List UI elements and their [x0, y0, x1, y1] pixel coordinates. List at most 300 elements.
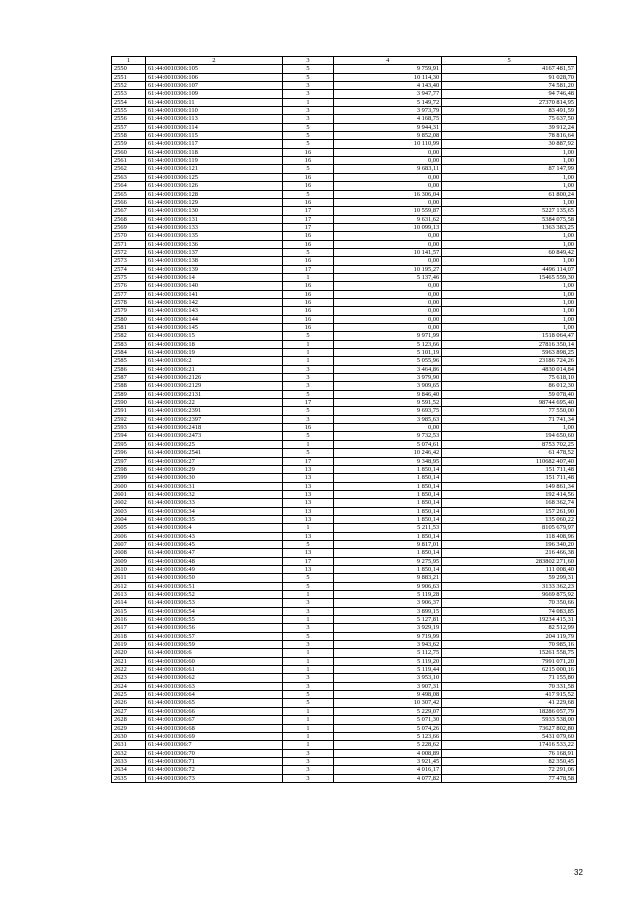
group-cell: 16 — [282, 173, 333, 181]
table-row — [112, 774, 577, 782]
table-header-row — [112, 57, 577, 65]
table-row — [112, 482, 577, 490]
cadastral-value-cell: 86 012,30 — [442, 382, 577, 390]
group-cell: 17 — [282, 265, 333, 273]
group-cell: 3 — [282, 599, 333, 607]
cadastral-number-cell: 61:44:0010306:2397 — [145, 415, 282, 423]
table-row — [112, 666, 577, 674]
cadastral-number-cell: 61:44:0010306:27 — [145, 457, 282, 465]
row-number-cell: 2606 — [112, 532, 146, 540]
cadastral-number-cell: 61:44:0010306:142 — [145, 298, 282, 306]
specific-value-cell: 9 275,95 — [334, 557, 442, 565]
row-number-cell: 2594 — [112, 432, 146, 440]
table-row — [112, 415, 577, 423]
specific-value-cell: 4 077,82 — [334, 774, 442, 782]
table-row — [112, 365, 577, 373]
specific-value-cell: 1 850,14 — [334, 507, 442, 515]
specific-value-cell: 10 246,42 — [334, 449, 442, 457]
cadastral-number-cell: 61:44:0010306:18 — [145, 340, 282, 348]
row-number-cell: 2558 — [112, 132, 146, 140]
table-row — [112, 123, 577, 131]
cadastral-value-cell: 30 887,92 — [442, 140, 577, 148]
cadastral-number-cell: 61:44:0010306:105 — [145, 65, 282, 73]
specific-value-cell: 0,00 — [334, 298, 442, 306]
row-number-cell: 2553 — [112, 90, 146, 98]
group-cell: 3 — [282, 382, 333, 390]
cadastral-value-cell: 1,00 — [442, 290, 577, 298]
specific-value-cell: 3 921,45 — [334, 757, 442, 765]
specific-value-cell: 0,00 — [334, 157, 442, 165]
table-row — [112, 741, 577, 749]
specific-value-cell: 3 909,65 — [334, 382, 442, 390]
group-cell: 16 — [282, 307, 333, 315]
cadastral-value-cell: 82 350,45 — [442, 757, 577, 765]
specific-value-cell: 0,00 — [334, 324, 442, 332]
group-cell: 5 — [282, 574, 333, 582]
table-row — [112, 565, 577, 573]
specific-value-cell: 3 973,79 — [334, 107, 442, 115]
group-cell: 13 — [282, 490, 333, 498]
row-number-cell: 2615 — [112, 607, 146, 615]
group-cell: 5 — [282, 449, 333, 457]
table-row — [112, 532, 577, 540]
specific-value-cell: 4 008,89 — [334, 749, 442, 757]
table-row — [112, 257, 577, 265]
group-cell: 5 — [282, 73, 333, 81]
group-cell: 1 — [282, 349, 333, 357]
specific-value-cell: 0,00 — [334, 257, 442, 265]
cadastral-number-cell: 61:44:0010306:4 — [145, 524, 282, 532]
cadastral-value-cell: 149 861,34 — [442, 482, 577, 490]
row-number-cell: 2612 — [112, 582, 146, 590]
specific-value-cell: 5 211,53 — [334, 524, 442, 532]
cadastral-value-cell: 18286 057,79 — [442, 707, 577, 715]
row-number-cell: 2561 — [112, 157, 146, 165]
cadastral-value-cell: 9669 875,92 — [442, 591, 577, 599]
table-row — [112, 599, 577, 607]
group-cell: 13 — [282, 532, 333, 540]
cadastral-value-cell: 87 147,99 — [442, 165, 577, 173]
specific-value-cell: 1 850,14 — [334, 474, 442, 482]
table-row — [112, 607, 577, 615]
cadastral-value-cell: 6215 000,16 — [442, 666, 577, 674]
row-number-cell: 2617 — [112, 624, 146, 632]
cadastral-value-cell: 192 414,56 — [442, 490, 577, 498]
cadastral-number-cell: 61:44:0010306:2131 — [145, 390, 282, 398]
specific-value-cell: 9 883,21 — [334, 574, 442, 582]
row-number-cell: 2577 — [112, 290, 146, 298]
specific-value-cell: 3 906,37 — [334, 599, 442, 607]
row-number-cell: 2618 — [112, 632, 146, 640]
cadastral-value-cell: 74 581,20 — [442, 82, 577, 90]
table-row — [112, 624, 577, 632]
group-cell: 16 — [282, 290, 333, 298]
row-number-cell: 2610 — [112, 565, 146, 573]
row-number-cell: 2571 — [112, 240, 146, 248]
specific-value-cell: 0,00 — [334, 424, 442, 432]
table-row — [112, 198, 577, 206]
table-row — [112, 691, 577, 699]
cadastral-value-cell: 168 362,74 — [442, 499, 577, 507]
specific-value-cell: 1 850,14 — [334, 532, 442, 540]
specific-value-cell: 3 899,15 — [334, 607, 442, 615]
group-cell: 3 — [282, 682, 333, 690]
specific-value-cell: 3 985,63 — [334, 415, 442, 423]
specific-value-cell: 9 852,08 — [334, 132, 442, 140]
cadastral-number-cell: 61:44:0010306:137 — [145, 248, 282, 256]
specific-value-cell: 10 110,99 — [334, 140, 442, 148]
group-cell: 5 — [282, 132, 333, 140]
specific-value-cell: 0,00 — [334, 173, 442, 181]
specific-value-cell: 9 693,75 — [334, 407, 442, 415]
row-number-cell: 2626 — [112, 699, 146, 707]
group-cell: 1 — [282, 741, 333, 749]
specific-value-cell: 5 112,75 — [334, 649, 442, 657]
specific-value-cell: 1 850,14 — [334, 549, 442, 557]
group-cell: 17 — [282, 399, 333, 407]
group-cell: 17 — [282, 207, 333, 215]
row-number-cell: 2551 — [112, 73, 146, 81]
cadastral-value-cell: 77 550,00 — [442, 407, 577, 415]
group-cell: 16 — [282, 148, 333, 156]
specific-value-cell: 3 929,19 — [334, 624, 442, 632]
group-cell: 3 — [282, 415, 333, 423]
table-row — [112, 140, 577, 148]
cadastral-number-cell: 61:44:0010306:73 — [145, 774, 282, 782]
cadastral-value-cell: 73627 802,80 — [442, 724, 577, 732]
cadastral-number-cell: 61:44:0010306:32 — [145, 490, 282, 498]
specific-value-cell: 9 683,11 — [334, 165, 442, 173]
specific-value-cell: 0,00 — [334, 148, 442, 156]
cadastral-value-cell: 61 800,24 — [442, 190, 577, 198]
cadastral-value-cell: 5933 538,00 — [442, 716, 577, 724]
row-number-cell: 2603 — [112, 507, 146, 515]
table-row — [112, 632, 577, 640]
cadastral-value-cell: 4830 014,84 — [442, 365, 577, 373]
group-cell: 5 — [282, 248, 333, 256]
cadastral-number-cell: 61:44:0010306:109 — [145, 90, 282, 98]
cadastral-value-cell: 1,00 — [442, 198, 577, 206]
table-row — [112, 682, 577, 690]
cadastral-value-cell: 98744 695,40 — [442, 399, 577, 407]
row-number-cell: 2587 — [112, 374, 146, 382]
cadastral-value-cell: 1,00 — [442, 424, 577, 432]
table-row — [112, 499, 577, 507]
cadastral-number-cell: 61:44:0010306:133 — [145, 223, 282, 231]
specific-value-cell: 10 099,13 — [334, 223, 442, 231]
cadastral-value-cell: 135 060,22 — [442, 515, 577, 523]
row-number-cell: 2605 — [112, 524, 146, 532]
specific-value-cell: 9 732,53 — [334, 432, 442, 440]
row-number-cell: 2621 — [112, 657, 146, 665]
cadastral-value-cell: 70 985,16 — [442, 641, 577, 649]
cadastral-number-cell: 61:44:0010306:45 — [145, 540, 282, 548]
cadastral-number-cell: 61:44:0010306:65 — [145, 699, 282, 707]
table-row — [112, 290, 577, 298]
table-row — [112, 207, 577, 215]
specific-value-cell: 3 943,62 — [334, 641, 442, 649]
cadastral-number-cell: 61:44:0010306:50 — [145, 574, 282, 582]
table-row — [112, 432, 577, 440]
group-cell: 1 — [282, 649, 333, 657]
cadastral-number-cell: 61:44:0010306:59 — [145, 641, 282, 649]
specific-value-cell: 5 149,72 — [334, 98, 442, 106]
specific-value-cell: 5 228,62 — [334, 741, 442, 749]
table-row — [112, 223, 577, 231]
row-number-cell: 2586 — [112, 365, 146, 373]
cadastral-value-cell: 8105 679,97 — [442, 524, 577, 532]
table-row — [112, 515, 577, 523]
cadastral-value-cell: 61 478,52 — [442, 449, 577, 457]
group-cell: 3 — [282, 624, 333, 632]
cadastral-number-cell: 61:44:0010306:21 — [145, 365, 282, 373]
table-row — [112, 65, 577, 73]
cadastral-value-cell: 417 915,52 — [442, 691, 577, 699]
table-row — [112, 215, 577, 223]
cadastral-value-cell: 204 119,79 — [442, 632, 577, 640]
specific-value-cell: 1 850,14 — [334, 490, 442, 498]
specific-value-cell: 3 947,77 — [334, 90, 442, 98]
row-number-cell: 2585 — [112, 357, 146, 365]
specific-value-cell: 5 119,44 — [334, 666, 442, 674]
group-cell: 1 — [282, 357, 333, 365]
group-cell: 5 — [282, 332, 333, 340]
specific-value-cell: 10 114,30 — [334, 73, 442, 81]
cadastral-value-cell: 7991 071,20 — [442, 657, 577, 665]
group-cell: 5 — [282, 691, 333, 699]
group-cell: 3 — [282, 774, 333, 782]
row-number-cell: 2592 — [112, 415, 146, 423]
cadastral-value-cell: 8753 702,25 — [442, 440, 577, 448]
row-number-cell: 2569 — [112, 223, 146, 231]
row-number-cell: 2573 — [112, 257, 146, 265]
row-number-cell: 2598 — [112, 465, 146, 473]
group-cell: 5 — [282, 390, 333, 398]
group-cell: 16 — [282, 298, 333, 306]
cadastral-value-cell: 1,00 — [442, 182, 577, 190]
row-number-cell: 2570 — [112, 232, 146, 240]
group-cell: 17 — [282, 215, 333, 223]
cadastral-value-cell: 1,00 — [442, 307, 577, 315]
cadastral-value-cell: 194 650,60 — [442, 432, 577, 440]
table-row — [112, 641, 577, 649]
table-row — [112, 232, 577, 240]
cadastral-number-cell: 61:44:0010306:64 — [145, 691, 282, 699]
row-number-cell: 2593 — [112, 424, 146, 432]
row-number-cell: 2599 — [112, 474, 146, 482]
specific-value-cell: 10 559,87 — [334, 207, 442, 215]
cadastral-value-cell: 1363 383,25 — [442, 223, 577, 231]
row-number-cell: 2604 — [112, 515, 146, 523]
group-cell: 3 — [282, 365, 333, 373]
table-row — [112, 699, 577, 707]
table-row — [112, 707, 577, 715]
group-cell: 1 — [282, 707, 333, 715]
specific-value-cell: 3 464,86 — [334, 365, 442, 373]
cadastral-value-cell: 70 331,58 — [442, 682, 577, 690]
row-number-cell: 2623 — [112, 674, 146, 682]
table-row — [112, 148, 577, 156]
table-row — [112, 724, 577, 732]
group-cell: 1 — [282, 616, 333, 624]
specific-value-cell: 9 846,40 — [334, 390, 442, 398]
specific-value-cell: 10 141,57 — [334, 248, 442, 256]
group-cell: 3 — [282, 757, 333, 765]
cadastral-value-cell: 83 491,59 — [442, 107, 577, 115]
cadastral-number-cell: 61:44:0010306:2126 — [145, 374, 282, 382]
row-number-cell: 2584 — [112, 349, 146, 357]
specific-value-cell: 10 195,27 — [334, 265, 442, 273]
cadastral-number-cell: 61:44:0010306:67 — [145, 716, 282, 724]
cadastral-number-cell: 61:44:0010306:140 — [145, 282, 282, 290]
row-number-cell: 2614 — [112, 599, 146, 607]
cadastral-number-cell: 61:44:0010306:130 — [145, 207, 282, 215]
cadastral-number-cell: 61:44:0010306:60 — [145, 657, 282, 665]
table-row — [112, 115, 577, 123]
cadastral-value-cell: 70 350,66 — [442, 599, 577, 607]
cadastral-number-cell: 61:44:0010306:126 — [145, 182, 282, 190]
group-cell: 5 — [282, 140, 333, 148]
cadastral-number-cell: 61:44:0010306:145 — [145, 324, 282, 332]
group-cell: 3 — [282, 82, 333, 90]
cadastral-value-cell: 5227 135,65 — [442, 207, 577, 215]
specific-value-cell: 5 123,66 — [334, 732, 442, 740]
row-number-cell: 2582 — [112, 332, 146, 340]
row-number-cell: 2574 — [112, 265, 146, 273]
table-row — [112, 732, 577, 740]
row-number-cell: 2557 — [112, 123, 146, 131]
specific-value-cell: 0,00 — [334, 282, 442, 290]
cadastral-value-cell: 1,00 — [442, 173, 577, 181]
group-cell: 17 — [282, 557, 333, 565]
cadastral-value-cell: 91 028,70 — [442, 73, 577, 81]
cadastral-number-cell: 61:44:0010306:68 — [145, 724, 282, 732]
specific-value-cell: 5 101,19 — [334, 349, 442, 357]
cadastral-number-cell: 61:44:0010306:35 — [145, 515, 282, 523]
table-row — [112, 582, 577, 590]
specific-value-cell: 9 719,99 — [334, 632, 442, 640]
cadastral-value-cell: 75 637,50 — [442, 115, 577, 123]
row-number-cell: 2627 — [112, 707, 146, 715]
row-number-cell: 2616 — [112, 616, 146, 624]
specific-value-cell: 5 119,20 — [334, 657, 442, 665]
group-cell: 3 — [282, 107, 333, 115]
table-row — [112, 674, 577, 682]
group-cell: 1 — [282, 657, 333, 665]
group-cell: 3 — [282, 607, 333, 615]
group-cell: 16 — [282, 282, 333, 290]
cadastral-number-cell: 61:44:0010306:19 — [145, 349, 282, 357]
cadastral-value-cell: 1,00 — [442, 232, 577, 240]
cadastral-value-cell: 1,00 — [442, 240, 577, 248]
table-row — [112, 749, 577, 757]
table-row — [112, 390, 577, 398]
group-cell: 1 — [282, 724, 333, 732]
specific-value-cell: 5 127,81 — [334, 616, 442, 624]
specific-value-cell: 5 137,46 — [334, 273, 442, 281]
row-number-cell: 2559 — [112, 140, 146, 148]
cadastral-number-cell: 61:44:0010306:2473 — [145, 432, 282, 440]
group-cell: 16 — [282, 257, 333, 265]
cadastral-number-cell: 61:44:0010306:66 — [145, 707, 282, 715]
row-number-cell: 2555 — [112, 107, 146, 115]
row-number-cell: 2607 — [112, 540, 146, 548]
specific-value-cell: 1 850,14 — [334, 515, 442, 523]
cadastral-number-cell: 61:44:0010306:29 — [145, 465, 282, 473]
table-row — [112, 265, 577, 273]
table-row — [112, 716, 577, 724]
row-number-cell: 2583 — [112, 340, 146, 348]
cadastral-value-cell: 60 849,42 — [442, 248, 577, 256]
row-number-cell: 2580 — [112, 315, 146, 323]
specific-value-cell: 5 229,07 — [334, 707, 442, 715]
group-cell: 16 — [282, 182, 333, 190]
table-row — [112, 457, 577, 465]
group-cell: 16 — [282, 240, 333, 248]
cadastral-value-cell: 5431 079,60 — [442, 732, 577, 740]
cadastral-value-table — [111, 56, 577, 783]
table-row — [112, 324, 577, 332]
cadastral-value-cell: 82 512,99 — [442, 624, 577, 632]
group-cell: 5 — [282, 432, 333, 440]
cadastral-number-cell: 61:44:0010306:129 — [145, 198, 282, 206]
table-row — [112, 190, 577, 198]
group-cell: 13 — [282, 474, 333, 482]
cadastral-number-cell: 61:44:0010306:31 — [145, 482, 282, 490]
row-number-cell: 2554 — [112, 98, 146, 106]
table-row — [112, 757, 577, 765]
row-number-cell: 2591 — [112, 407, 146, 415]
cadastral-value-cell: 75 618,10 — [442, 374, 577, 382]
specific-value-cell: 0,00 — [334, 240, 442, 248]
cadastral-value-cell: 196 340,20 — [442, 540, 577, 548]
table-row — [112, 157, 577, 165]
group-cell: 3 — [282, 90, 333, 98]
group-cell: 5 — [282, 540, 333, 548]
row-number-cell: 2602 — [112, 499, 146, 507]
cadastral-number-cell: 61:44:0010306:43 — [145, 532, 282, 540]
cadastral-value-cell: 1,00 — [442, 298, 577, 306]
cadastral-value-cell: 110682 407,40 — [442, 457, 577, 465]
row-number-cell: 2634 — [112, 766, 146, 774]
row-number-cell: 2630 — [112, 732, 146, 740]
group-cell: 13 — [282, 499, 333, 507]
cadastral-number-cell: 61:44:0010306:61 — [145, 666, 282, 674]
cadastral-number-cell: 61:44:0010306:53 — [145, 599, 282, 607]
table-row — [112, 766, 577, 774]
table-row — [112, 399, 577, 407]
cadastral-value-cell: 111 008,40 — [442, 565, 577, 573]
table-row — [112, 440, 577, 448]
cadastral-number-cell: 61:44:0010306:49 — [145, 565, 282, 573]
cadastral-number-cell: 61:44:0010306:107 — [145, 82, 282, 90]
cadastral-number-cell: 61:44:0010306:6 — [145, 649, 282, 657]
cadastral-number-cell: 61:44:0010306:47 — [145, 549, 282, 557]
row-number-cell: 2609 — [112, 557, 146, 565]
specific-value-cell: 9 591,52 — [334, 399, 442, 407]
row-number-cell: 2601 — [112, 490, 146, 498]
row-number-cell: 2628 — [112, 716, 146, 724]
cadastral-number-cell: 61:44:0010306:128 — [145, 190, 282, 198]
cadastral-value-cell: 151 711,48 — [442, 465, 577, 473]
table-row — [112, 240, 577, 248]
cadastral-number-cell: 61:44:0010306:15 — [145, 332, 282, 340]
table-row — [112, 649, 577, 657]
cadastral-value-cell: 1,00 — [442, 157, 577, 165]
column-header-5: 5 — [442, 57, 577, 65]
row-number-cell: 2552 — [112, 82, 146, 90]
specific-value-cell: 16 306,04 — [334, 190, 442, 198]
